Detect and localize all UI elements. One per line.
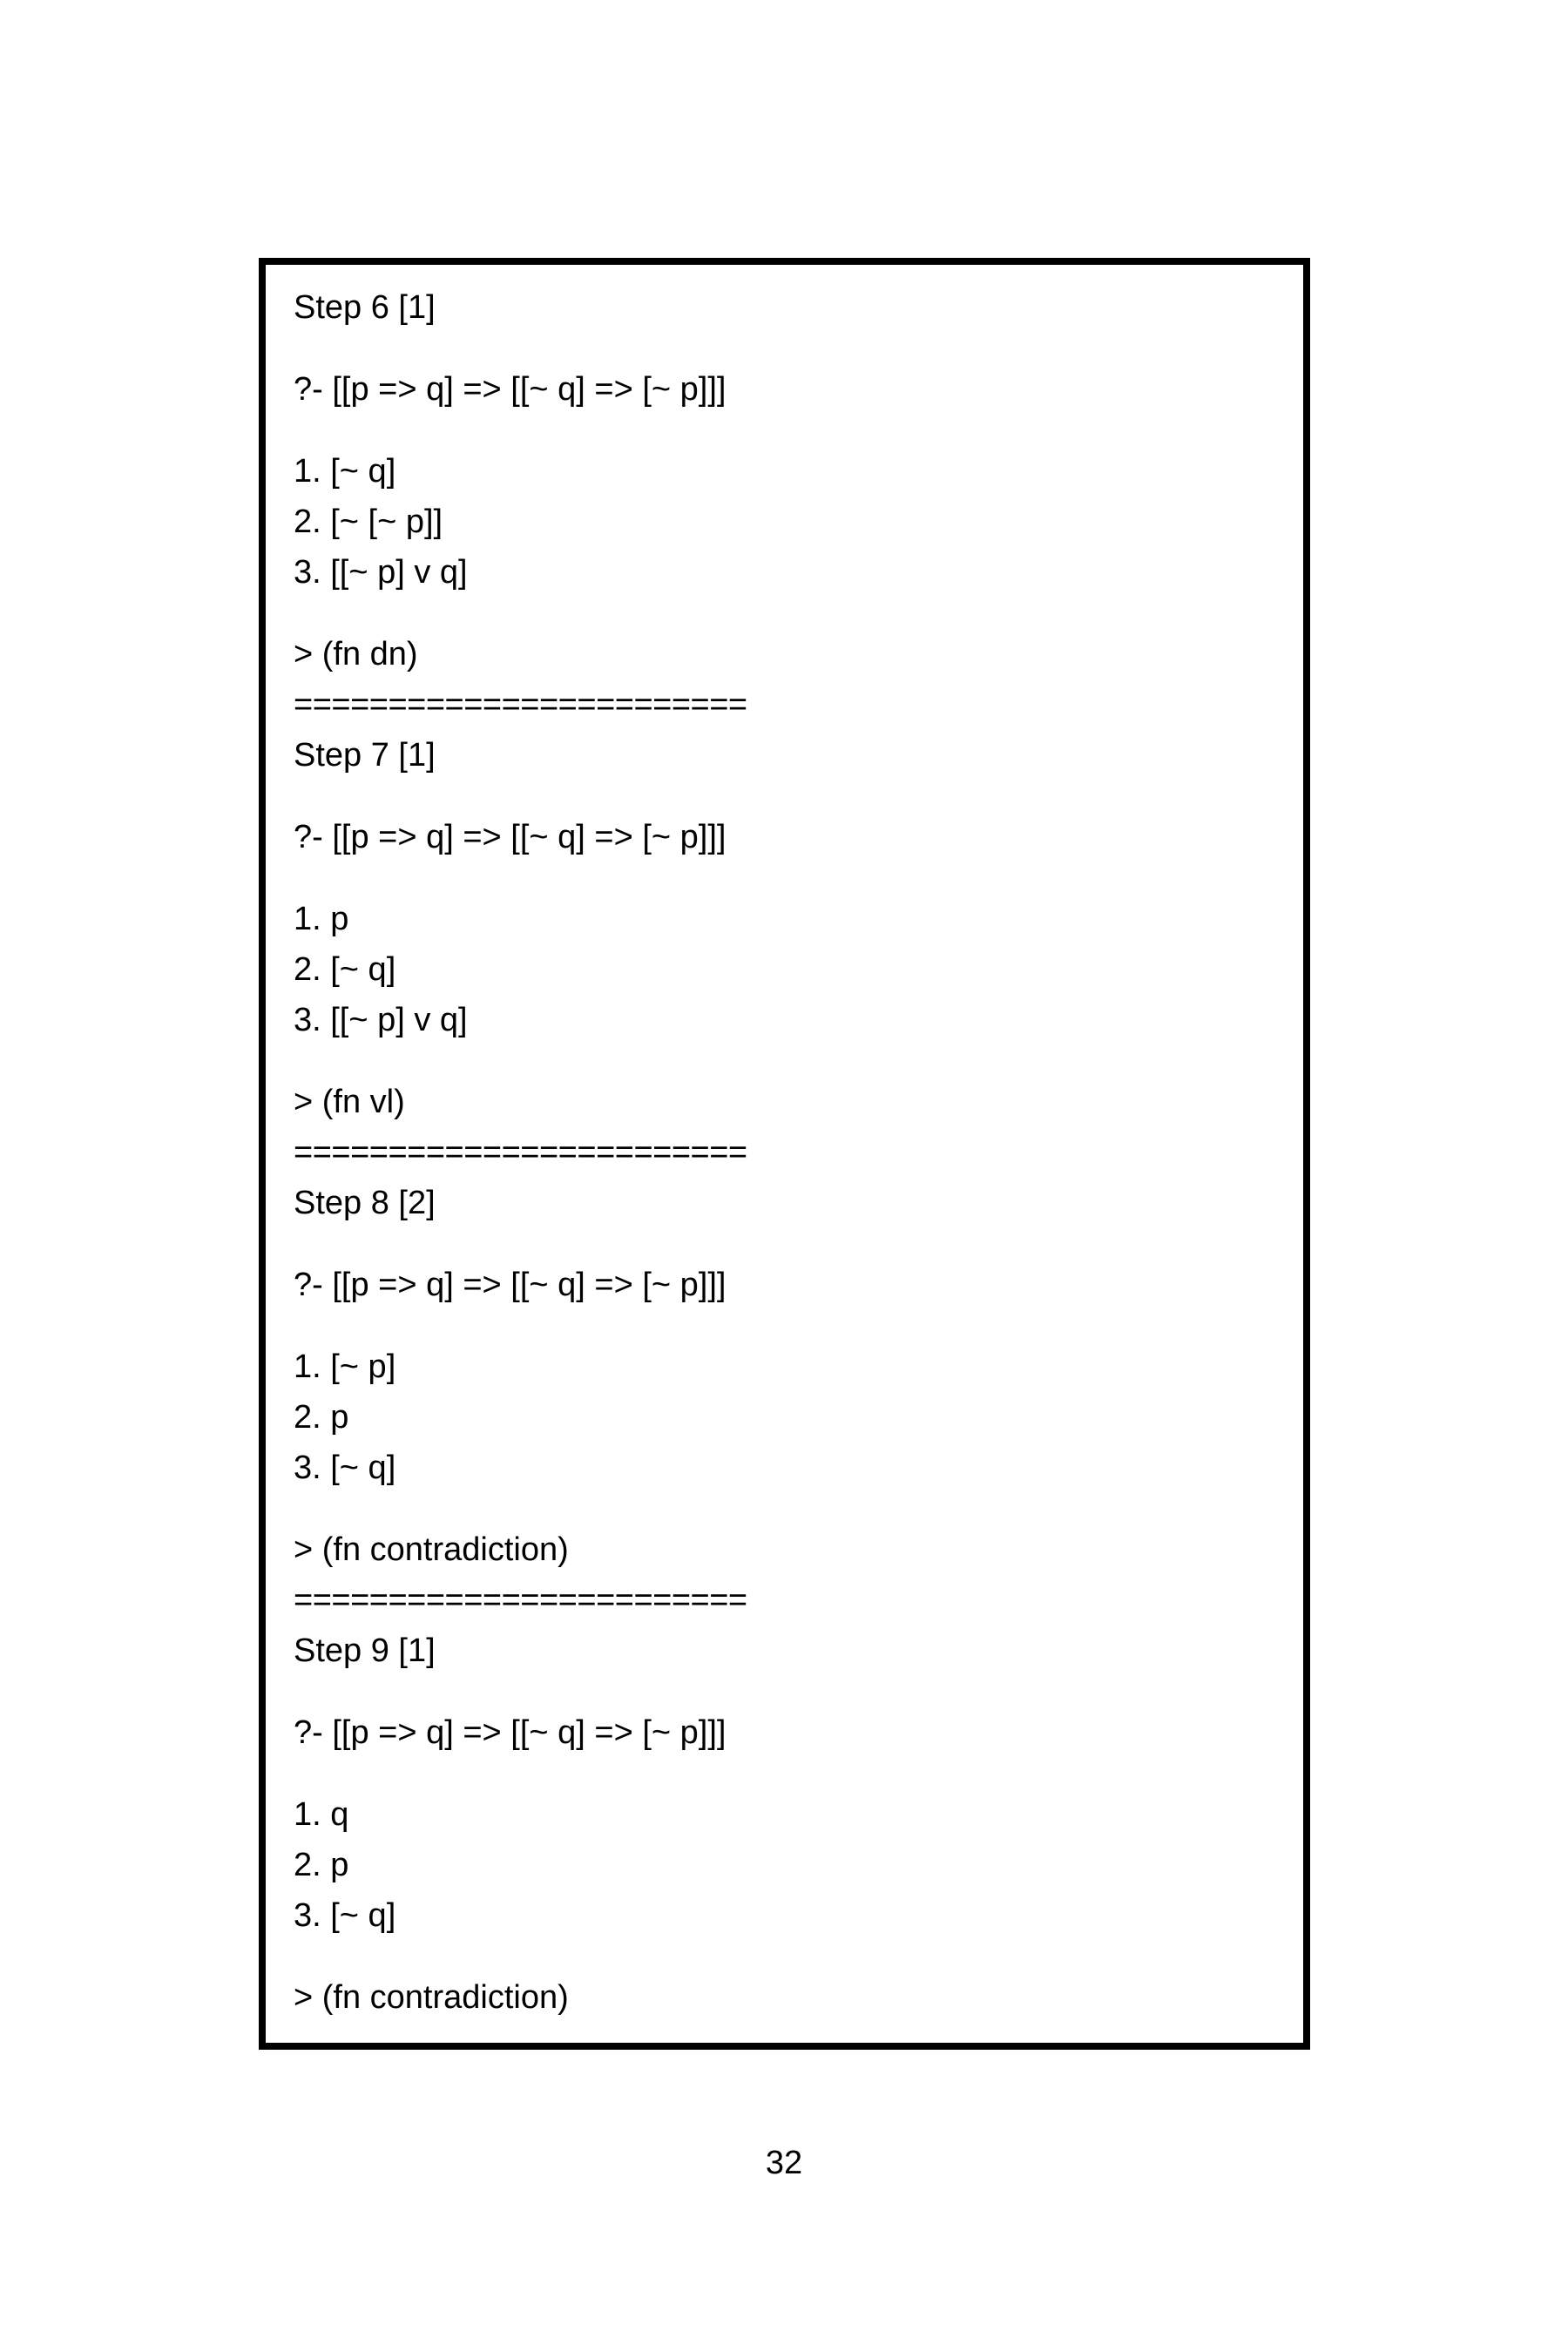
premise-line: 2. p [294,1847,349,1883]
premise-line: 1. p [294,901,349,937]
step-separator: ======================== [294,1134,747,1171]
step-command: > (fn contradiction) [294,1979,569,2016]
page-number: 32 [765,2145,803,2181]
step-command: > (fn dn) [294,636,418,672]
step-query: ?- [[p => q] => [[~ q] => [~ p]]] [294,1714,727,1751]
premise-line: 3. [~ q] [294,1450,396,1486]
step-title: Step 7 [1] [294,737,436,774]
step-separator: ======================== [294,1582,747,1619]
premise-list [294,894,1275,1045]
step-query: ?- [[p => q] => [[~ q] => [~ p]]] [294,371,727,408]
premise-list [294,446,1275,598]
premise-line: 2. [~ [~ p]] [294,504,443,540]
step-query: ?- [[p => q] => [[~ q] => [~ p]]] [294,1267,727,1303]
step-query: ?- [[p => q] => [[~ q] => [~ p]]] [294,819,727,855]
premise-line: 1. [~ q] [294,453,396,490]
premise-line: 1. [~ p] [294,1348,396,1385]
step-block [294,282,1275,730]
premise-line: 1. q [294,1796,349,1833]
step-title: Step 6 [1] [294,289,436,326]
step-block [294,1178,1275,1625]
step-title: Step 8 [2] [294,1185,436,1221]
premise-list [294,1342,1275,1493]
step-separator: ======================== [294,686,747,723]
step-block [294,730,1275,1178]
step-command: > (fn vl) [294,1084,405,1120]
step-command: > (fn contradiction) [294,1531,569,1568]
premise-line: 2. [~ q] [294,951,396,988]
premise-line: 2. p [294,1399,349,1436]
premise-line: 3. [[~ p] v q] [294,1002,468,1038]
premise-line: 3. [~ q] [294,1897,396,1934]
step-block [294,1625,1275,2023]
premise-line: 3. [[~ p] v q] [294,554,468,591]
premise-list [294,1789,1275,1941]
step-title: Step 9 [1] [294,1632,436,1669]
proof-trace-box [259,258,1310,2050]
